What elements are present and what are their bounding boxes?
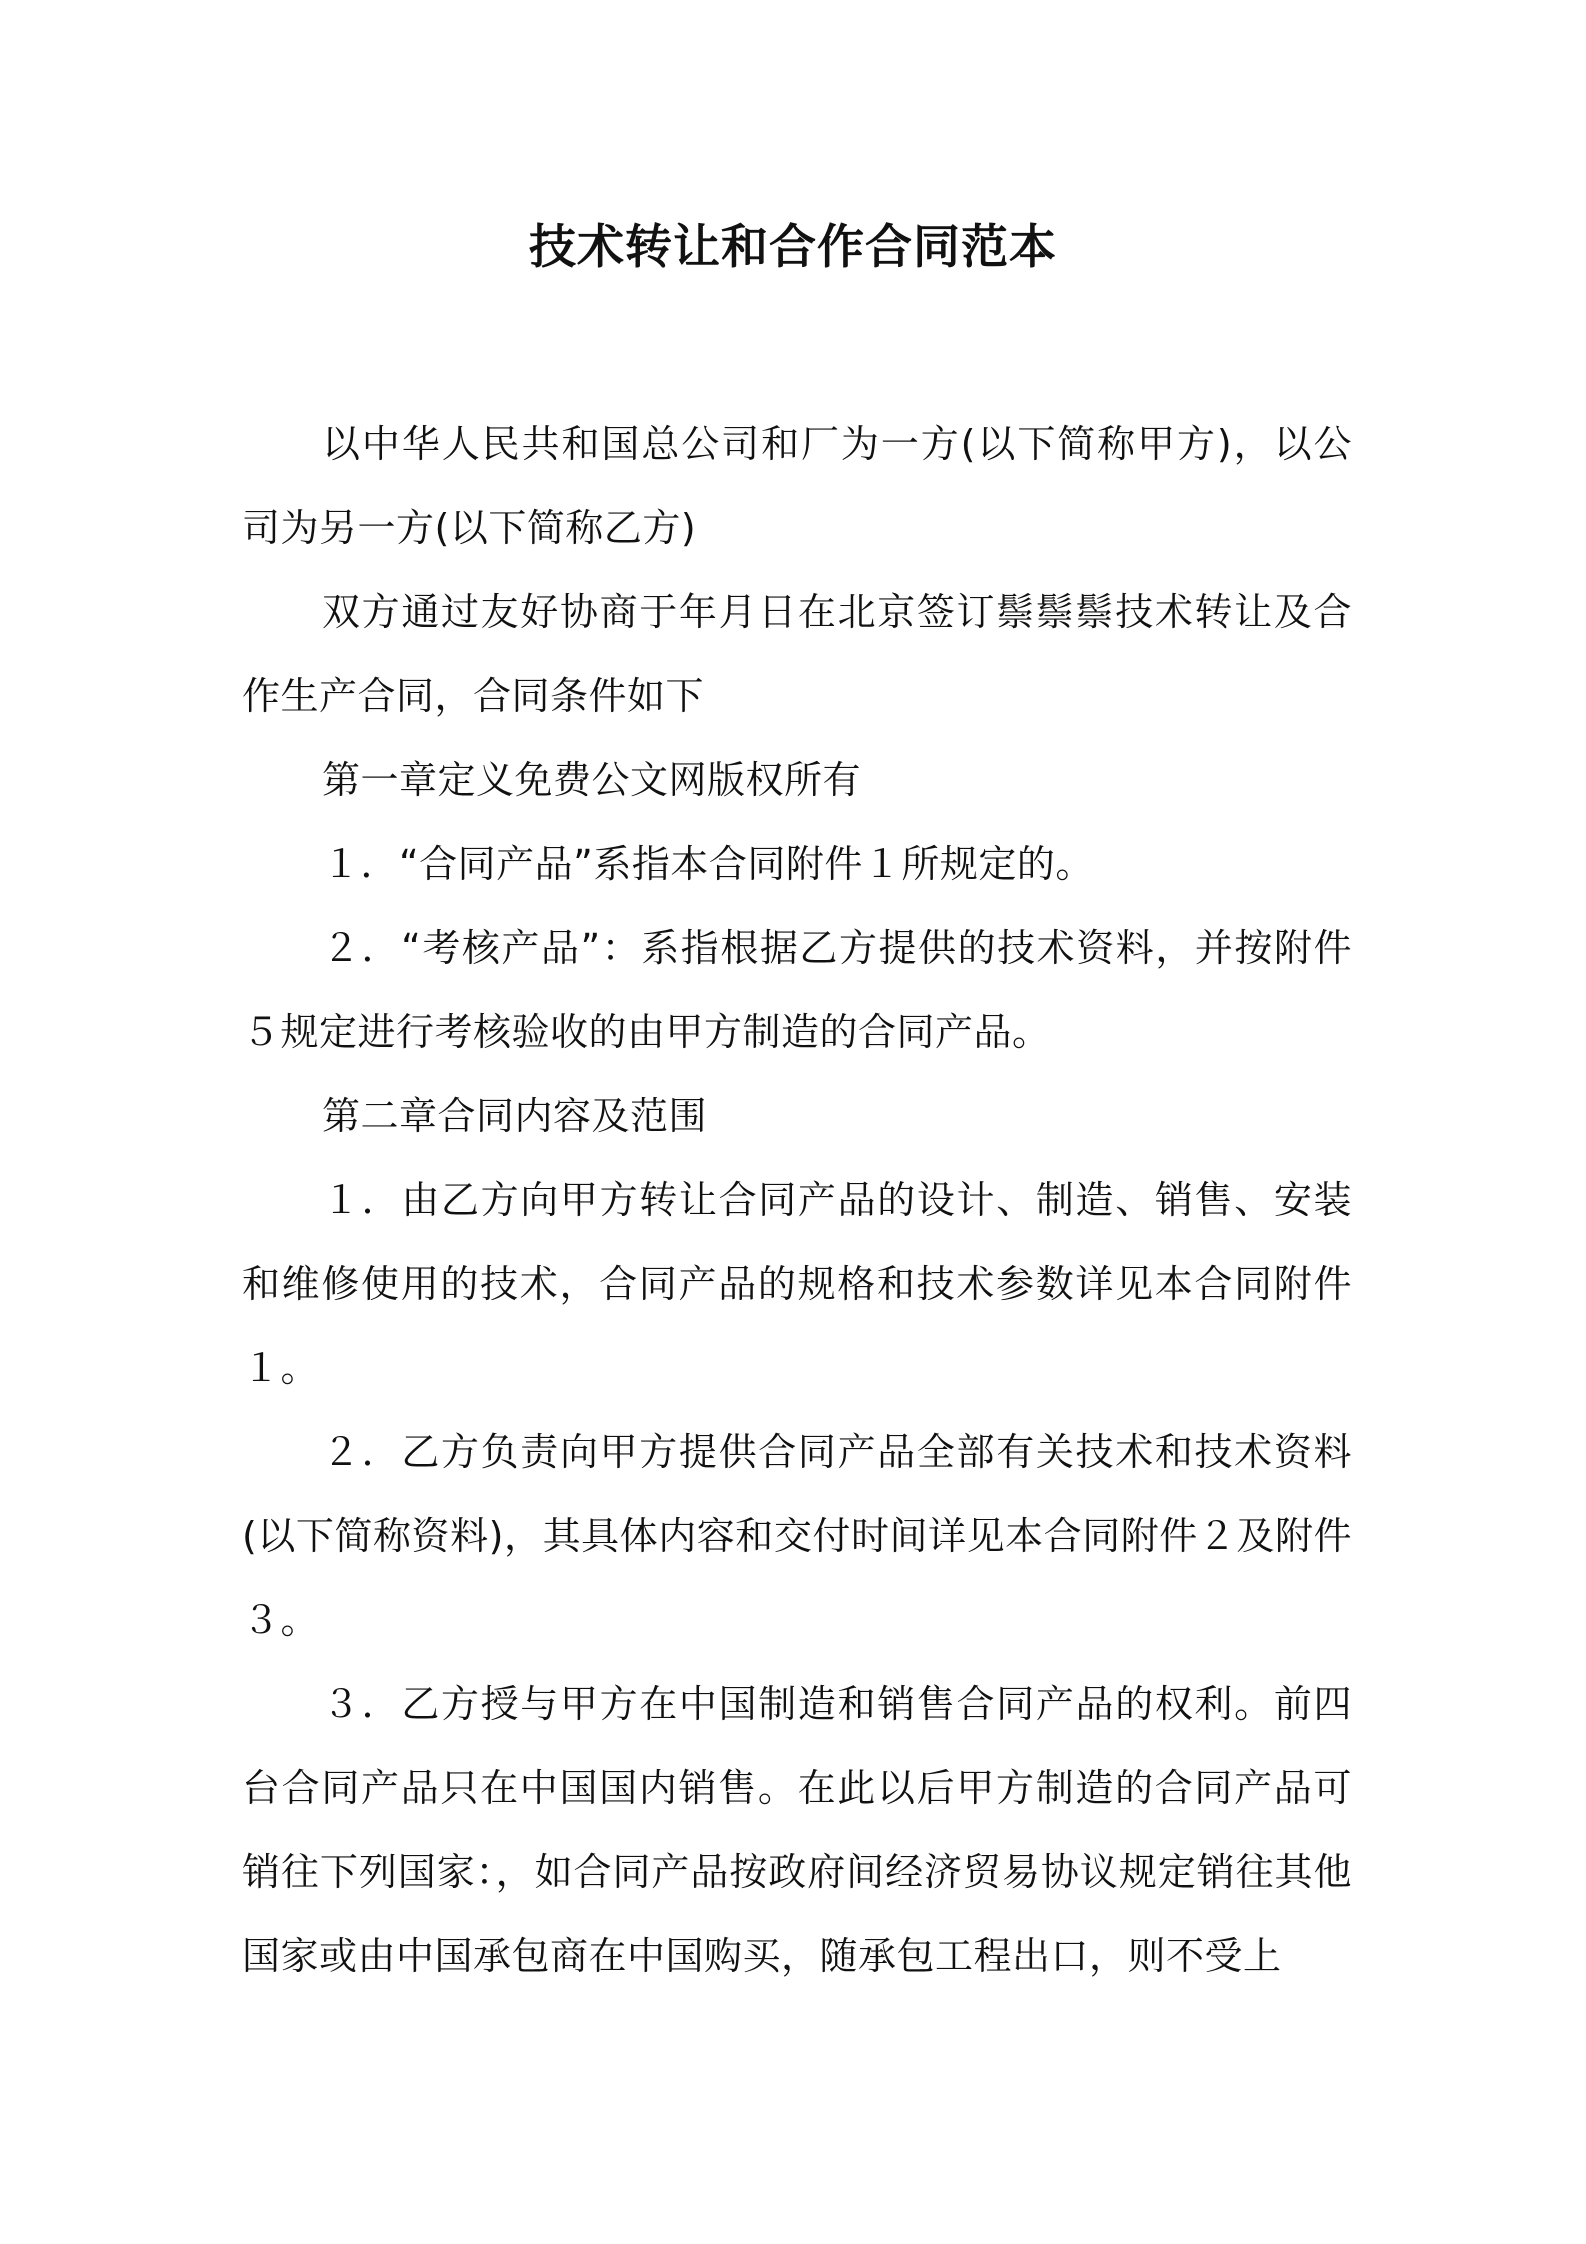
document-title: 技术转让和合作合同范本: [529, 220, 1057, 275]
chapter-two-heading: 第二章合同内容及范围: [322, 1094, 708, 1138]
scope-item-2: ２．乙方负责向甲方提供合同产品全部有关技术和技术资料(以下简称资料)，其具体内容和交付时间详见本合同附件２及附件３。: [242, 1430, 1352, 1642]
paragraph-parties: 以中华人民共和国总公司和厂为一方(以下简称甲方)，以公司为另一方(以下简称乙方): [242, 422, 1352, 550]
paragraph-agreement: 双方通过友好协商于年月日在北京签订鬃鬃鬃技术转让及合作生产合同，合同条件如下: [242, 590, 1352, 718]
chapter-one-heading: 第一章定义免费公文网版权所有: [322, 758, 862, 802]
definition-item-1: １．“合同产品”系指本合同附件１所规定的。: [322, 842, 1094, 886]
scope-item-3: ３．乙方授与甲方在中国制造和销售合同产品的权利。前四台合同产品只在中国国内销售。在此以后甲方制造的合同产品可销往下列国家：，如合同产品按政府间经济贸易协议规定销往其他国家或由中国承包商在中国购买，随承包工程出口，则不受上: [242, 1682, 1352, 1978]
scope-item-1: １．由乙方向甲方转让合同产品的设计、制造、销售、安装和维修使用的技术，合同产品的规格和技术参数详见本合同附件１。: [242, 1178, 1352, 1390]
document-body: [242, 402, 1352, 1998]
definition-item-2: ２．“考核产品”：系指根据乙方提供的技术资料，并按附件５规定进行考核验收的由甲方制造的合同产品。: [242, 926, 1352, 1054]
